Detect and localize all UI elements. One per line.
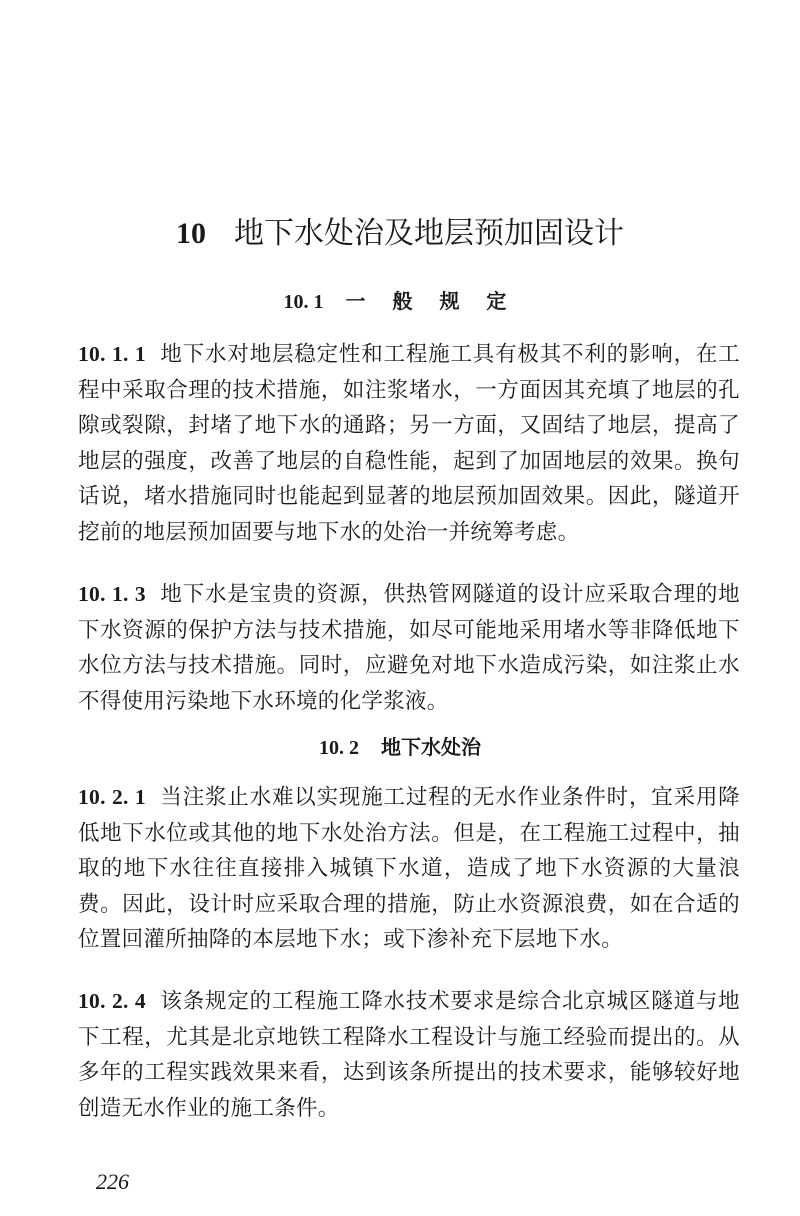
clause-10-1-3 <box>78 577 740 719</box>
chapter-title-text: 地下水处治及地层预加固设计 <box>234 216 624 251</box>
clause-number: 10. 2. 4 <box>78 989 146 1013</box>
section-title-text: 地下水处治 <box>381 735 481 759</box>
chapter-title <box>0 212 800 256</box>
clause-text: 地下水是宝贵的资源，供热管网隧道的设计应采取合理的地下水资源的保护方法与技术措施，如尽可能地采用堵水等非降低地下水位方法与技术措施。同时，应避免对地下水造成污染，如注浆止水不得使用污染地下水环境的化学浆液。 <box>78 582 740 714</box>
section-title-text: 一 般 规 定 <box>345 289 517 313</box>
clause-text: 该条规定的工程施工降水技术要求是综合北京城区隧道与地下工程，尤其是北京地铁工程降水工程设计与施工经验而提出的。从多年的工程实践效果来看，达到该条所提出的技术要求，能够较好地创造无水作业的施工条件。 <box>78 989 740 1121</box>
section-heading-10-2 <box>0 732 800 763</box>
section-heading-10-1 <box>0 286 800 317</box>
clause-text: 地下水对地层稳定性和工程施工具有极其不利的影响，在工程中采取合理的技术措施，如注浆堵水，一方面因其充填了地层的孔隙或裂隙，封堵了地下水的通路；另一方面，又固结了地层，提高了地层的强度，改善了地层的自稳性能，起到了加固地层的效果。换句话说，堵水措施同时也能起到显著的地层预加固效果。因此，隧道开挖前的地层预加固要与地下水的处治一并统筹考虑。 <box>78 342 740 545</box>
section-number: 10. 2 <box>319 737 359 759</box>
clause-number: 10. 1. 1 <box>78 342 146 366</box>
clause-number: 10. 1. 3 <box>78 582 146 606</box>
clause-10-1-1 <box>78 337 740 550</box>
clause-number: 10. 2. 1 <box>78 785 146 809</box>
clause-10-2-1 <box>78 780 740 958</box>
chapter-number: 10 <box>176 217 206 250</box>
clause-text: 当注浆止水难以实现施工过程的无水作业条件时，宜采用降低地下水位或其他的地下水处治方法。但是，在工程施工过程中，抽取的地下水往往直接排入城镇下水道，造成了地下水资源的大量浪费。因此，设计时应采取合理的措施，防止水资源浪费，如在合适的位置回灌所抽降的本层地下水；或下渗补充下层地下水。 <box>78 785 740 952</box>
clause-10-2-4 <box>78 984 740 1126</box>
page-number: 226 <box>96 1169 129 1194</box>
section-number: 10. 1 <box>283 291 324 313</box>
